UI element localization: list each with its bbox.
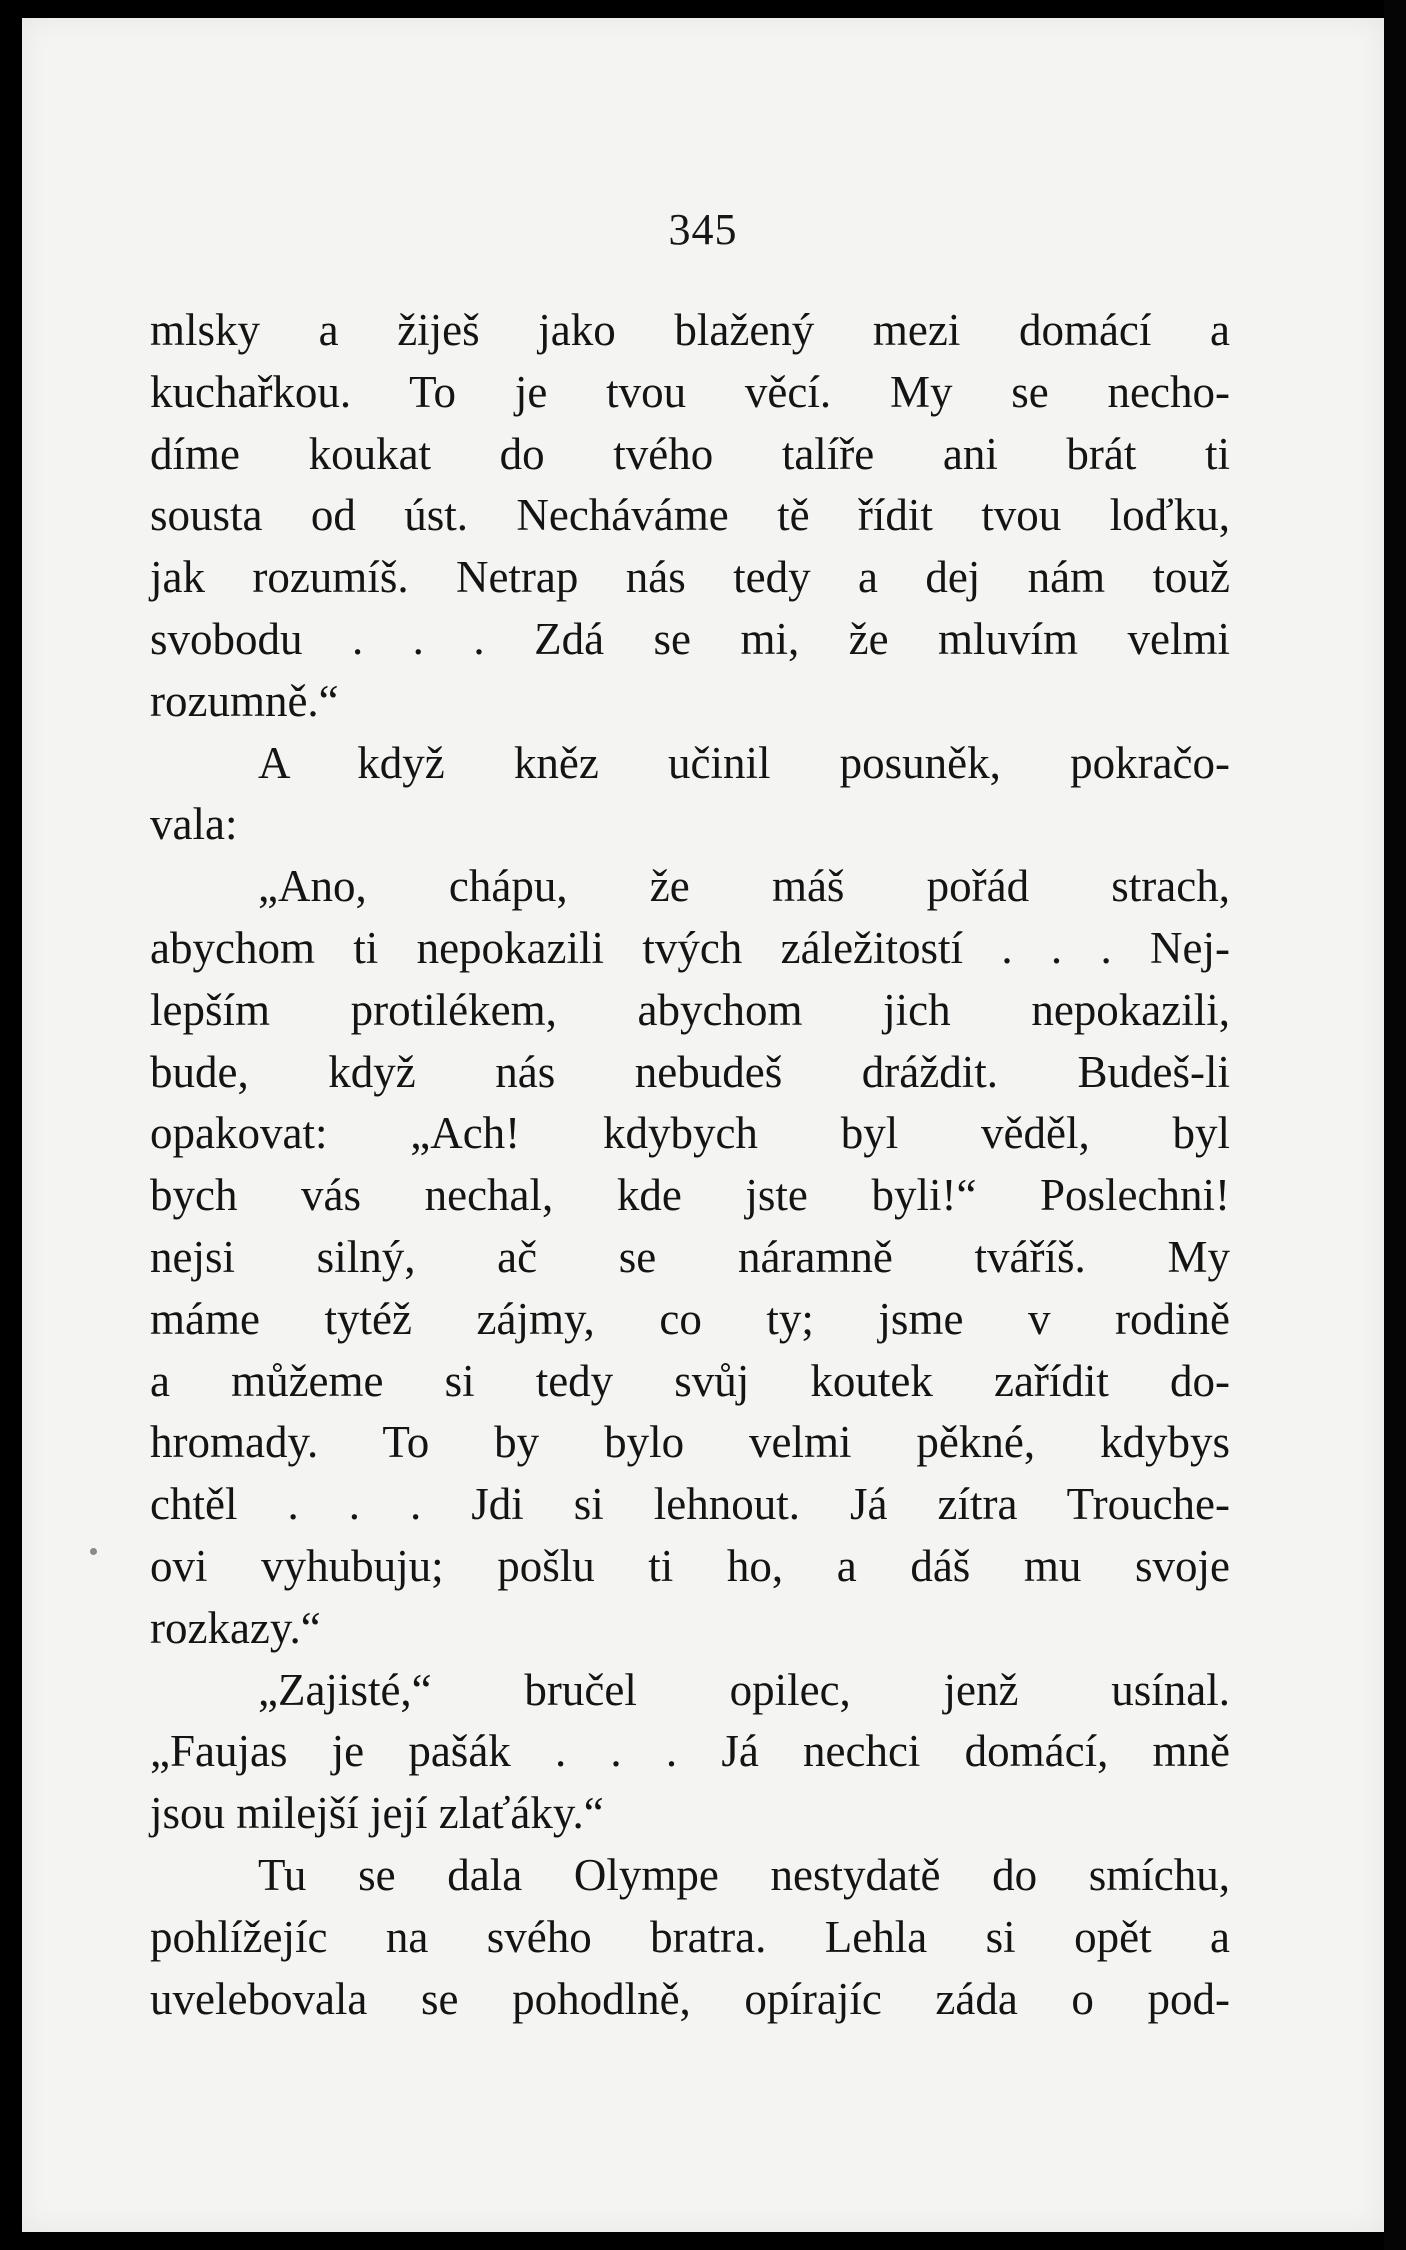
text-line: opakovat: „Ach! kdybych byl věděl, byl — [150, 1108, 1230, 1159]
text-line: „Ano, chápu, že máš pořád strach, — [258, 861, 1230, 912]
text-line: díme koukat do tvého talíře ani brát ti — [150, 428, 1230, 479]
text-line: ovi vyhubuju; pošlu ti ho, a dáš mu svoje — [150, 1540, 1230, 1591]
text-line: rozkazy.“ — [150, 1602, 321, 1653]
text-line: „Faujas je pašák . . . Já nechci domácí, mně — [150, 1726, 1230, 1777]
text-line: máme tytéž zájmy, co ty; jsme v rodině — [150, 1293, 1230, 1344]
text-line: jak rozumíš. Netrap nás tedy a dej nám touž — [150, 552, 1230, 603]
text-line: bych vás nechal, kde jste byli!“ Poslechni! — [150, 1170, 1230, 1221]
text-line: svobodu . . . Zdá se mi, že mluvím velmi — [150, 613, 1230, 664]
text-line: A když kněz učinil posuněk, pokračo- — [258, 737, 1230, 788]
text-line: sousta od úst. Necháváme tě řídit tvou loďku, — [150, 490, 1230, 541]
text-line: lepším protilékem, abychom jich nepokazili, — [150, 984, 1230, 1035]
text-line: rozumně.“ — [150, 675, 339, 726]
book-page — [22, 18, 1384, 2232]
page-number: 345 — [668, 205, 738, 254]
text-line: kuchařkou. To je tvou věcí. My se necho- — [150, 366, 1230, 417]
text-line: chtěl . . . Jdi si lehnout. Já zítra Trouche- — [150, 1479, 1230, 1530]
text-line: abychom ti nepokazili tvých záležitostí . . . Nej- — [150, 922, 1230, 973]
text-line: jsou milejší její zlaťáky.“ — [150, 1788, 604, 1839]
scan-left-edge — [0, 0, 22, 2250]
scan-right-edge — [1384, 0, 1406, 2250]
text-line: uvelebovala se pohodlně, opírajíc záda o pod- — [150, 1973, 1230, 2024]
margin-speck — [90, 1548, 97, 1555]
page-text — [150, 300, 1230, 2030]
text-line: a můžeme si tedy svůj koutek zařídit do- — [150, 1355, 1230, 1406]
text-line: pohlížejíc na svého bratra. Lehla si opět a — [150, 1911, 1230, 1962]
text-line: mlsky a žiješ jako blažený mezi domácí a — [150, 305, 1230, 355]
text-line: nejsi silný, ač se náramně tváříš. My — [150, 1231, 1230, 1282]
text-line: Tu se dala Olympe nestydatě do smíchu, — [258, 1849, 1230, 1900]
text-line: hromady. To by bylo velmi pěkné, kdybys — [150, 1417, 1230, 1468]
text-line: „Zajisté,“ bručel opilec, jenž usínal. — [258, 1664, 1230, 1715]
text-line: vala: — [150, 799, 238, 850]
text-line: bude, když nás nebudeš dráždit. Budeš-li — [150, 1046, 1230, 1097]
